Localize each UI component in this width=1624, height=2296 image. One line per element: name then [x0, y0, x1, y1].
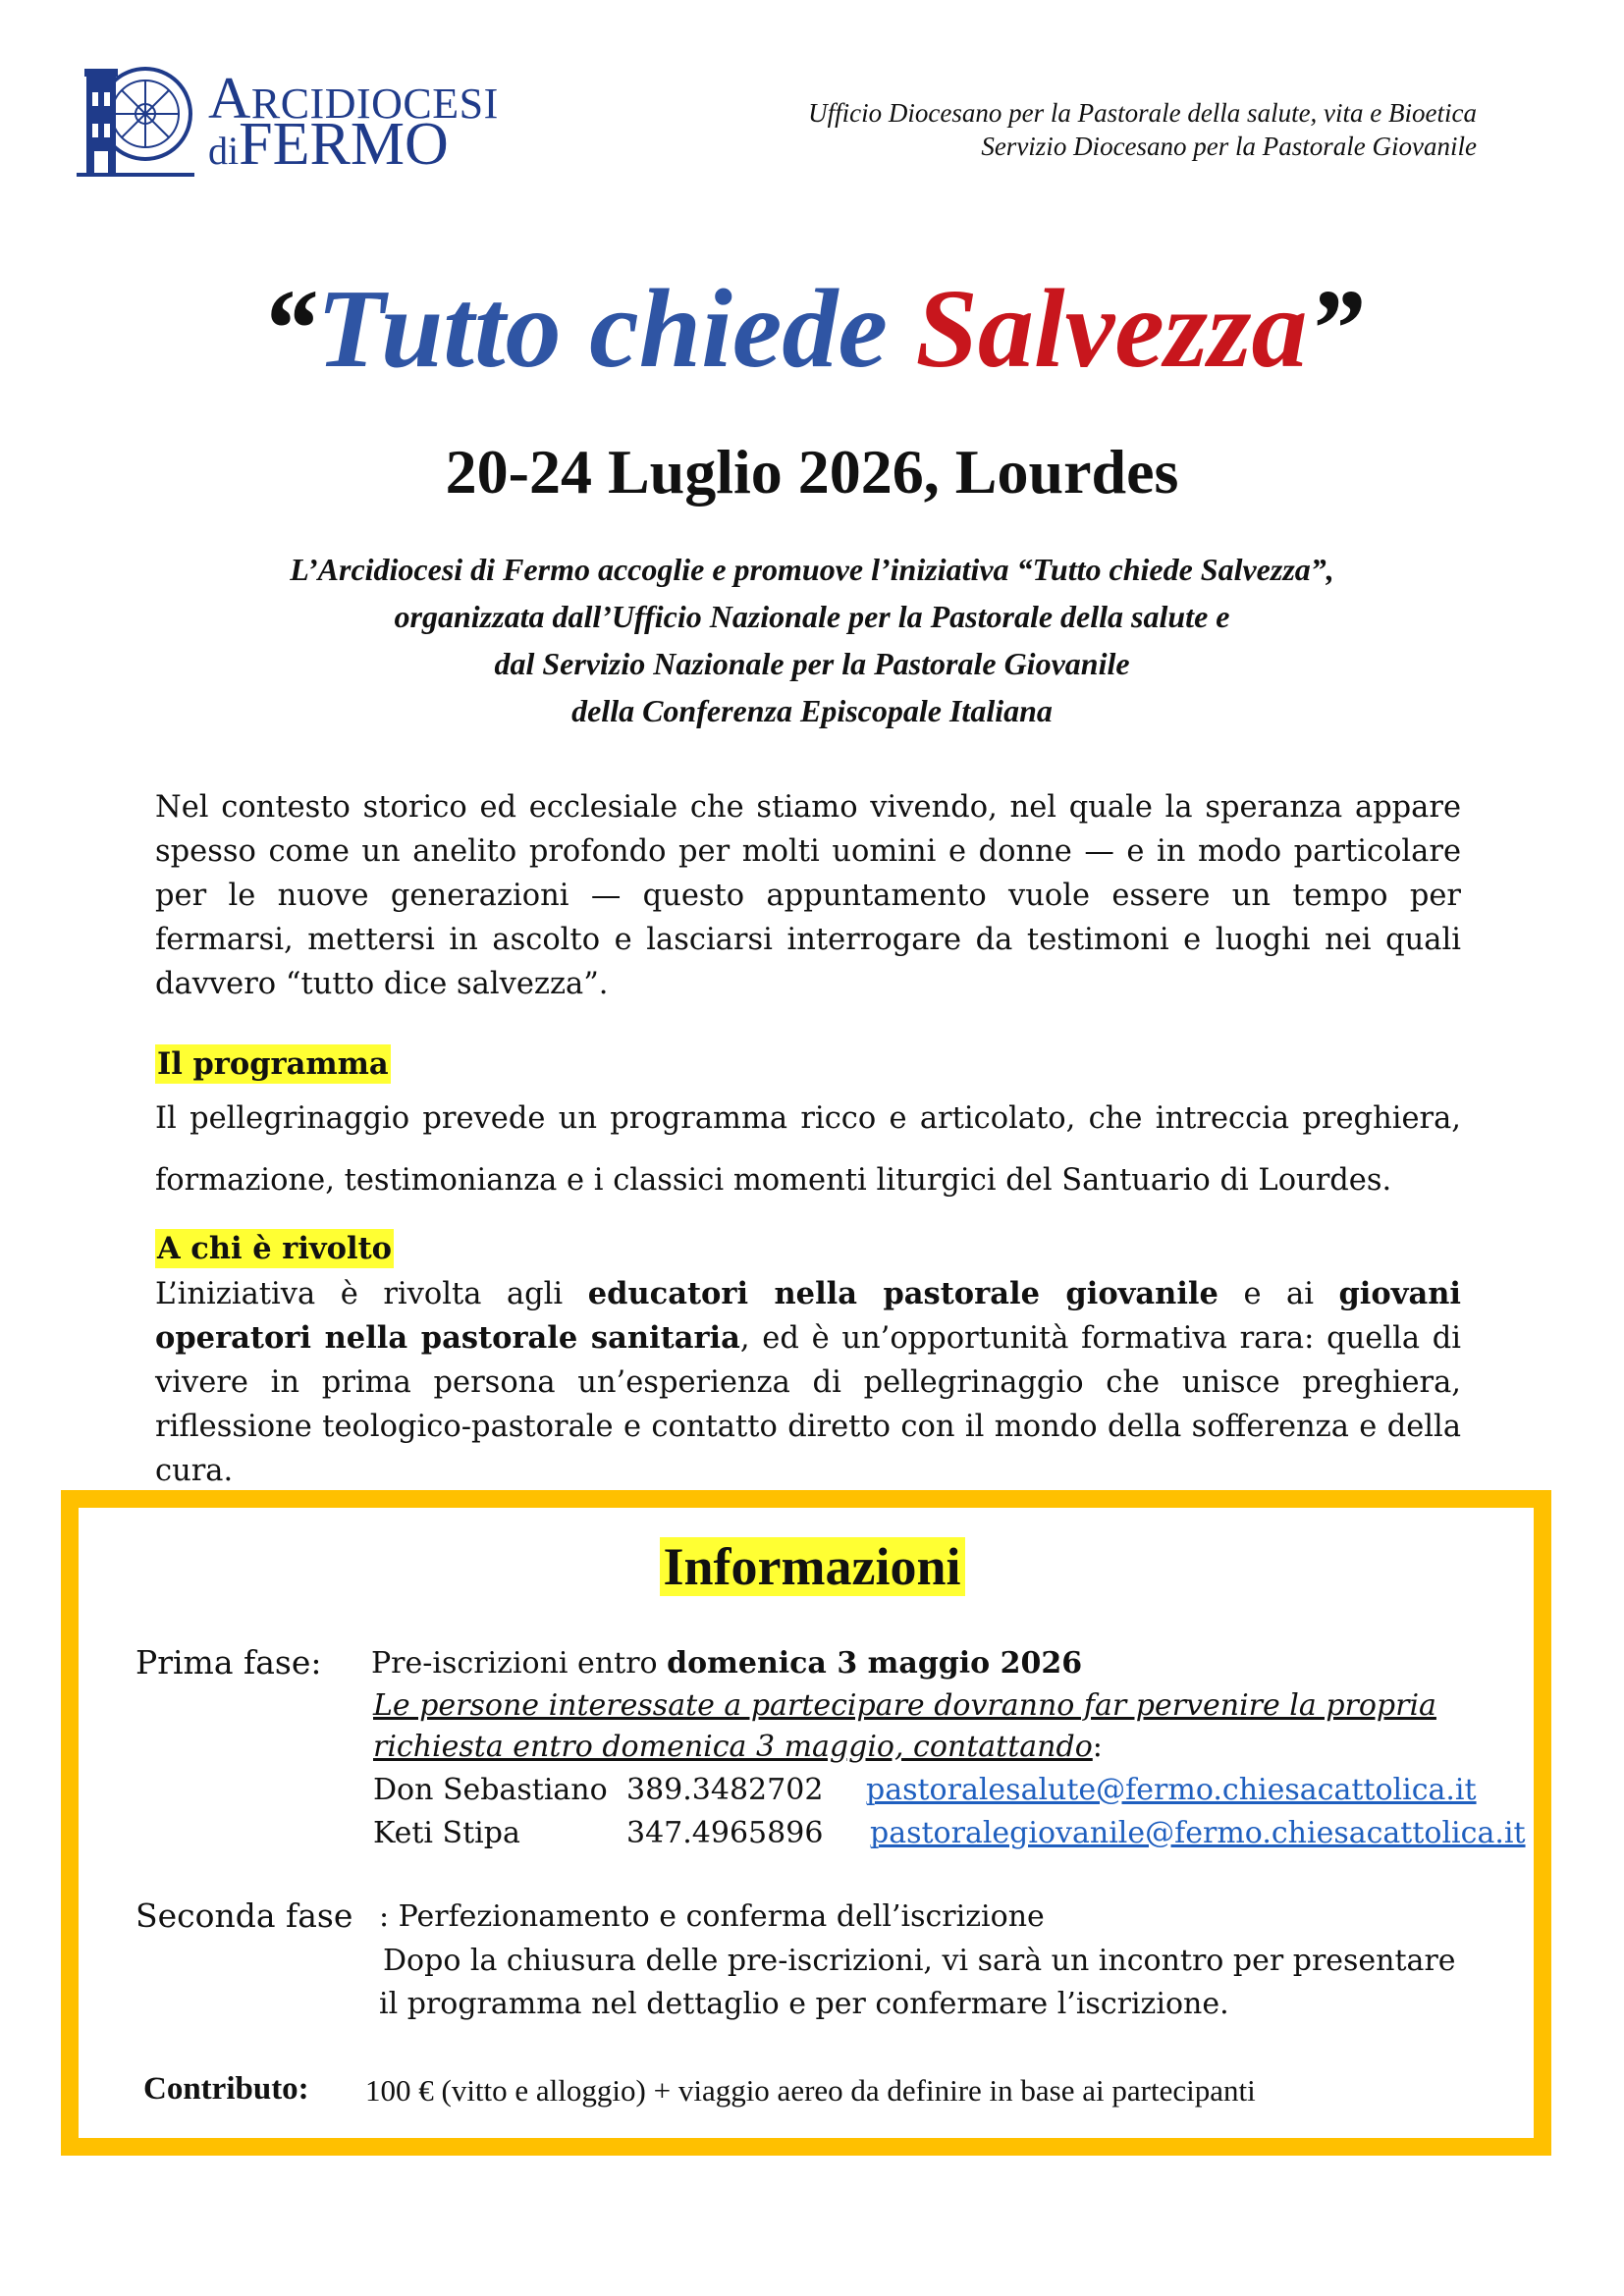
intro-line: della Conferenza Episcopale Italiana [571, 693, 1053, 728]
event-date-location: 20-24 Luglio 2026, Lourdes [445, 437, 1179, 507]
info-title: Informazioni [0, 1536, 1624, 1597]
seconda-fase-note: il programma nel dettaglio e per confermare l’iscrizione. [379, 1987, 1229, 2021]
logo-text-arcidiocesi: ARCIDIOCESI [208, 66, 499, 131]
contact-email-link[interactable]: pastoralegiovanile@fermo.chiesacattolica.it [870, 1816, 1526, 1850]
intro-line: dal Servizio Nazionale per la Pastorale Giovanile [494, 646, 1130, 681]
seconda-fase-label: Seconda fase [135, 1896, 353, 1935]
office-line-giovanile: Servizio Diocesano per la Pastorale Giovanile [981, 132, 1477, 161]
contact-name: Keti Stipa [373, 1816, 520, 1850]
intro-line: organizzata dall’Ufficio Nazionale per la Pastorale della salute e [394, 599, 1230, 634]
contact-email-link[interactable]: pastoralesalute@fermo.chiesacattolica.it [866, 1773, 1477, 1807]
rivolto-heading: A chi è rivolto [157, 1231, 392, 1266]
programma-heading: Il programma [157, 1046, 389, 1082]
prima-fase-note: Le persone interessate a partecipare dovranno far pervenire la propria [373, 1688, 1436, 1723]
context-paragraph: Nel contesto storico ed ecclesiale che stiamo vivendo, nel quale la speranza appare spesso come un anelito profondo per molti uomini e donne — e in modo particolare per le nuove generazioni — questo appuntamento vuole essere un tempo per fermarsi, mettersi in ascolto e lasciarsi interrogare da testimoni e luoghi nei quali davvero “tutto dice salvezza”. [155, 790, 1461, 1001]
prima-fase-text: Pre-iscrizioni entro domenica 3 maggio 2026 [371, 1646, 1083, 1681]
contact-phone: 347.4965896 [626, 1816, 824, 1850]
prima-fase-label: Prima fase: [135, 1643, 322, 1682]
contact-name: Don Sebastiano [373, 1773, 608, 1807]
logo-text-di-fermo: diFERMO [208, 111, 449, 178]
seconda-fase-text: : Perfezionamento e conferma dell’iscrizione [379, 1899, 1045, 1934]
archdiocese-logo-emblem [77, 45, 194, 183]
programma-paragraph: Il pellegrinaggio prevede un programma ricco e articolato, che intreccia preghiera, formazione, testimonianza e i classici momenti liturgici del Santuario di Lourdes. [155, 1101, 1461, 1198]
contributo-label: Contributo: [143, 2071, 309, 2107]
contributo-text: 100 € (vitto e alloggio) + viaggio aereo da definire in base ai partecipanti [365, 2073, 1256, 2108]
intro-line: L’Arcidiocesi di Fermo accoglie e promuove l’iniziativa “Tutto chiede Salvezza”, [290, 552, 1334, 587]
prima-fase-note: richiesta entro domenica 3 maggio, contattando: [373, 1730, 1103, 1764]
seconda-fase-note: Dopo la chiusura delle pre-iscrizioni, vi sarà un incontro per presentare [383, 1944, 1456, 1978]
rivolto-paragraph: L’iniziativa è rivolta agli educatori nella pastorale giovanile e ai giovani operatori nella pastorale sanitaria, ed è un’opportunità formativa rara: quella di vivere in prima persona un’esperienza di pellegrinaggio che unisce preghiera, riflessione teologico-pastorale e contatto diretto con il mondo della sofferenza e della cura. [155, 1276, 1462, 1488]
office-line-salute: Ufficio Diocesano per la Pastorale della salute, vita e Bioetica [808, 98, 1477, 128]
contact-phone: 389.3482702 [626, 1773, 824, 1807]
event-title: “Tutto chiede Salvezza” [260, 266, 1364, 391]
intro-block [0, 546, 1624, 734]
